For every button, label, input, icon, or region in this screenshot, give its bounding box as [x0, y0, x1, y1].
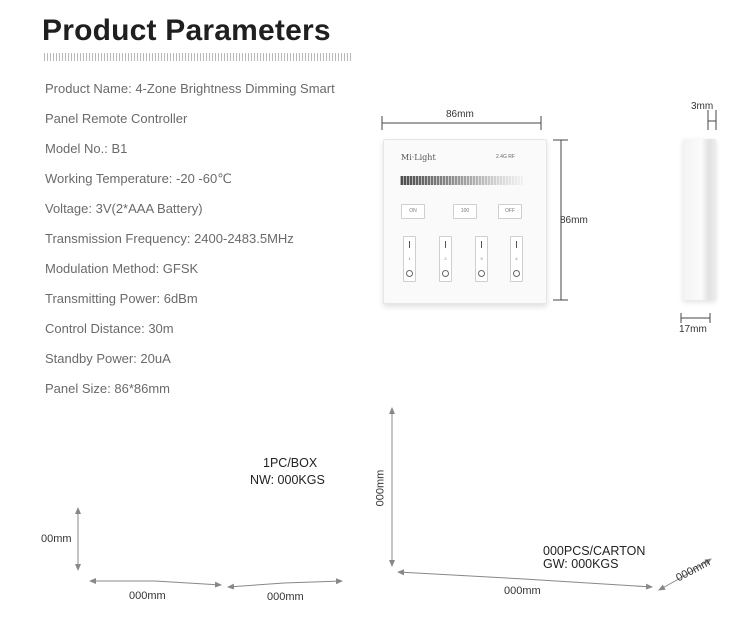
on-button: ON: [401, 204, 425, 219]
page-title: Product Parameters: [42, 14, 331, 47]
brand-logo: Mi·Light: [401, 153, 436, 162]
box-depth-label: 000mm: [267, 591, 304, 603]
brightness-button: 100: [453, 204, 477, 219]
zone-2-label: 2: [444, 256, 447, 261]
spec-panel-size: Panel Size: 86*86mm: [45, 381, 171, 396]
box-quantity: 1PC/BOX: [263, 456, 318, 470]
panel-front-view: [383, 139, 547, 304]
spec-product-name-cont: Panel Remote Controller: [45, 111, 188, 126]
carton-gross-weight: GW: 000KGS: [543, 557, 619, 571]
spec-voltage: Voltage: 3V(2*AAA Battery): [45, 201, 203, 216]
carton-height-label: 000mm: [374, 469, 387, 507]
side-thickness-label: 3mm: [691, 101, 714, 112]
spec-control-distance: Control Distance: 30m: [45, 321, 174, 336]
zone-2-button: [439, 236, 452, 282]
zone-3-label: 3: [480, 256, 483, 261]
spec-transmitting-power: Transmitting Power: 6dBm: [45, 291, 198, 306]
carton-depth-label: 000mm: [674, 556, 713, 585]
zone-4-label: 4: [515, 256, 518, 261]
signal-label: 2.4G RF: [496, 154, 515, 160]
box-height-label: 00mm: [41, 533, 72, 545]
zone-3-button: [475, 236, 488, 282]
spec-working-temperature: Working Temperature: -20 -60℃: [45, 171, 232, 186]
spec-model-no: Model No.: B1: [45, 141, 128, 156]
spec-standby-power: Standby Power: 20uA: [45, 351, 171, 366]
zone-1-label: 1: [408, 256, 411, 261]
brightness-slider: [400, 176, 524, 185]
box-width-label: 000mm: [129, 590, 166, 602]
carton-quantity: 000PCS/CARTON: [543, 544, 646, 558]
panel-side-view: [683, 139, 716, 300]
zone-4-button: [510, 236, 523, 282]
side-depth-label: 17mm: [679, 324, 707, 335]
spec-product-name: Product Name: 4-Zone Brightness Dimming Smart: [45, 81, 335, 96]
box-net-weight: NW: 000KGS: [250, 473, 325, 487]
panel-width-label: 86mm: [446, 109, 474, 120]
panel-height-label: 86mm: [560, 215, 588, 226]
carton-width-label: 000mm: [504, 585, 541, 597]
spec-modulation-method: Modulation Method: GFSK: [45, 261, 199, 276]
off-button: OFF: [498, 204, 522, 219]
spec-transmission-frequency: Transmission Frequency: 2400-2483.5MHz: [45, 231, 294, 246]
zone-1-button: [403, 236, 416, 282]
